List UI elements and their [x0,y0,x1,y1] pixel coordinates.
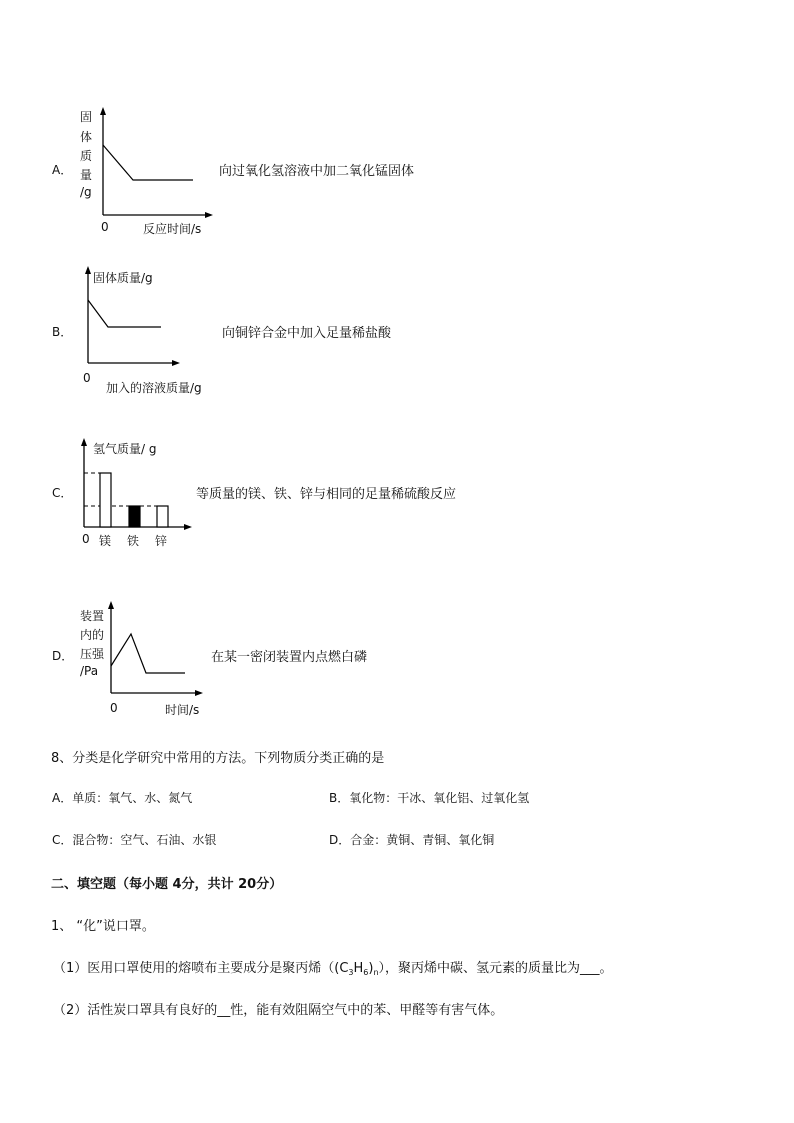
question-8-option-d: D．合金：黄铜、青铜、氧化铜 [329,833,495,847]
graph-d-xlabel: 时间/s [165,703,200,717]
question-8-stem: 8、分类是化学研究中常用的方法。下列物质分类正确的是 [51,751,385,766]
graph-a-description: 向过氧化氢溶液中加二氧化锰固体 [219,164,415,179]
option-letter-d: D． [52,649,74,663]
question-1-part-1-pre: （1）医用口罩使用的熔喷布主要成分是聚丙烯（(C [53,961,349,976]
question-1-part-1-post: ），聚丙烯中碳、氢元素的质量比为___。 [378,961,613,976]
formula-element: H [353,961,364,976]
graph-a-ylabel-char: /g [80,185,92,199]
graph-a-ylabel-char: 质 [80,149,93,163]
option-letter-c: C． [52,486,73,500]
graph-a-ylabel-char: 量 [80,168,93,182]
graph-a-origin: 0 [101,220,109,234]
graph-d-origin: 0 [110,701,118,715]
formula-subscript: n [373,968,379,977]
graph-d-ylabel-line: 压强 [80,647,105,661]
formula-subscript: 6 [363,968,369,977]
graph-d-ylabel-line: 装置 [80,609,105,623]
graph-d-description: 在某一密闭装置内点燃白磷 [211,650,368,665]
graph-a-ylabel-char: 固 [80,110,93,124]
formula-paren: ) [368,961,374,976]
graph-c-category: 铁 [127,534,140,548]
question-1-stem: 1、 “化”说口罩。 [51,919,155,934]
graph-c-category: 镁 [99,534,112,548]
question-8-option-a: A．单质：氧气、水、氮气 [52,791,193,805]
graph-c-category: 锌 [155,534,168,548]
option-letter-a: A． [52,163,73,177]
option-letter-b: B． [52,325,73,339]
graph-c-origin: 0 [82,532,90,546]
graph-b-origin: 0 [83,371,91,385]
graph-c-description: 等质量的镁、铁、锌与相同的足量稀硫酸反应 [196,487,457,502]
formula-subscript: 3 [348,968,354,977]
section-heading: 二、填空题（每小题 4分，共计 20分） [51,877,283,892]
graph-d-ylabel-line: /Pa [80,664,99,678]
graph-a-xlabel: 反应时间/s [143,222,202,236]
graph-b-xlabel: 加入的溶液质量/g [106,381,202,395]
graph-b-description: 向铜锌合金中加入足量稀盐酸 [222,326,392,341]
graph-c-ylabel: 氢气质量/ g [93,442,157,456]
question-1-part-1 [53,957,613,977]
question-8-option-b: B．氧化物：干冰、氧化铝、过氧化氢 [329,791,530,805]
graph-d-ylabel-line: 内的 [80,628,105,642]
graph-b-ylabel: 固体质量/g [93,271,153,285]
question-1-part-2: （2）活性炭口罩具有良好的__性，能有效阻隔空气中的苯、甲醛等有害气体。 [53,1003,504,1018]
graph-a-ylabel-char: 体 [80,130,93,144]
question-8-option-c: C．混合物：空气、石油、水银 [52,833,217,847]
